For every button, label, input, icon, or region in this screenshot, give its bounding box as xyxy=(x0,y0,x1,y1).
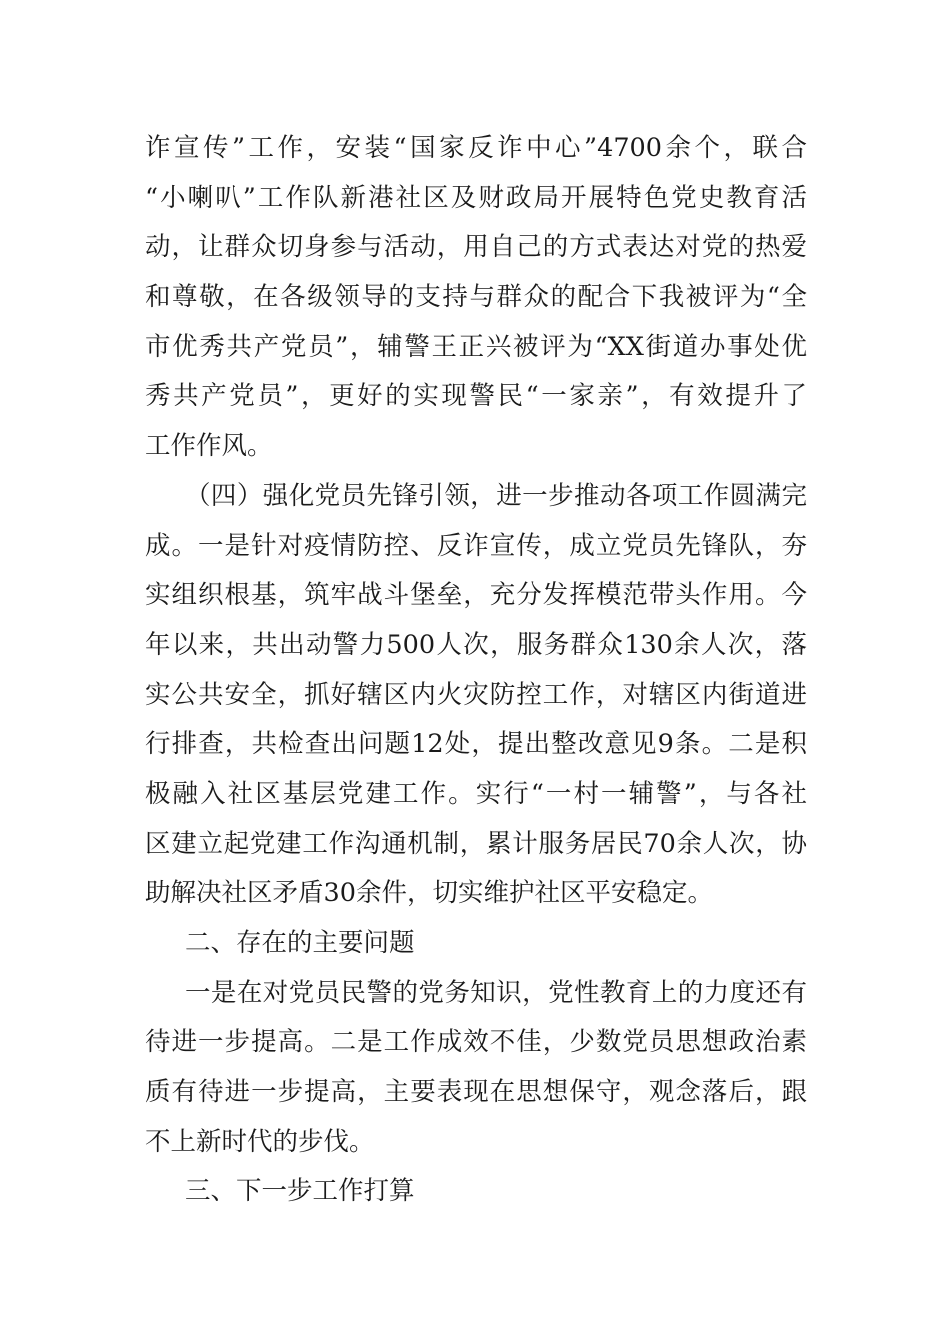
text-line: 和尊敬，在各级领导的支持与群众的配合下我被评为“全 xyxy=(145,282,807,313)
text-line: 动，让群众切身参与活动，用自己的方式表达对党的热爱 xyxy=(145,232,807,263)
text-line: 工作作风。 xyxy=(145,431,273,462)
text-line: 待进一步提高。二是工作成效不佳，少数党员思想政治素 xyxy=(145,1027,807,1058)
section-heading-next-steps: 三、下一步工作打算 xyxy=(185,1176,415,1207)
text-line: 成。一是针对疫情防控、反诈宣传，成立党员先锋队，夯 xyxy=(145,530,807,561)
document-body xyxy=(145,124,807,1217)
text-line: 质有待进一步提高，主要表现在思想保守，观念落后，跟 xyxy=(145,1077,807,1108)
text-line: 行排查，共检查出问题12处，提出整改意见9条。二是积 xyxy=(145,729,807,760)
text-line: 助解决社区矛盾30余件，切实维护社区平安稳定。 xyxy=(145,878,713,909)
text-line: 实组织根基，筑牢战斗堡垒，充分发挥模范带头作用。今 xyxy=(145,580,807,611)
text-line: 不上新时代的步伐。 xyxy=(145,1126,375,1157)
text-line: 极融入社区基层党建工作。实行“一村一辅警”，与各社 xyxy=(145,778,807,809)
text-line: 年以来，共出动警力500人次，服务群众130余人次，落 xyxy=(145,629,807,660)
text-line: 诈宣传”工作，安装“国家反诈中心”4700余个，联合 xyxy=(145,133,807,163)
section-heading-problems: 二、存在的主要问题 xyxy=(185,928,415,958)
text-line: 市优秀共产党员”，辅警王正兴被评为“XX街道办事处优 xyxy=(145,331,807,362)
text-line: 实公共安全，抓好辖区内火灾防控工作，对辖区内街道进 xyxy=(145,679,807,710)
section-heading-four: （四）强化党员先锋引领，进一步推动各项工作圆满完 xyxy=(185,480,807,511)
text-line: “小喇叭”工作队新港社区及财政局开展特色党史教育活 xyxy=(145,182,807,213)
text-line: 秀共产党员”，更好的实现警民“一家亲”，有效提升了 xyxy=(145,381,807,412)
text-line: 区建立起党建工作沟通机制，累计服务居民70余人次，协 xyxy=(145,828,807,859)
text-line: 一是在对党员民警的党务知识，党性教育上的力度还有 xyxy=(185,977,807,1008)
